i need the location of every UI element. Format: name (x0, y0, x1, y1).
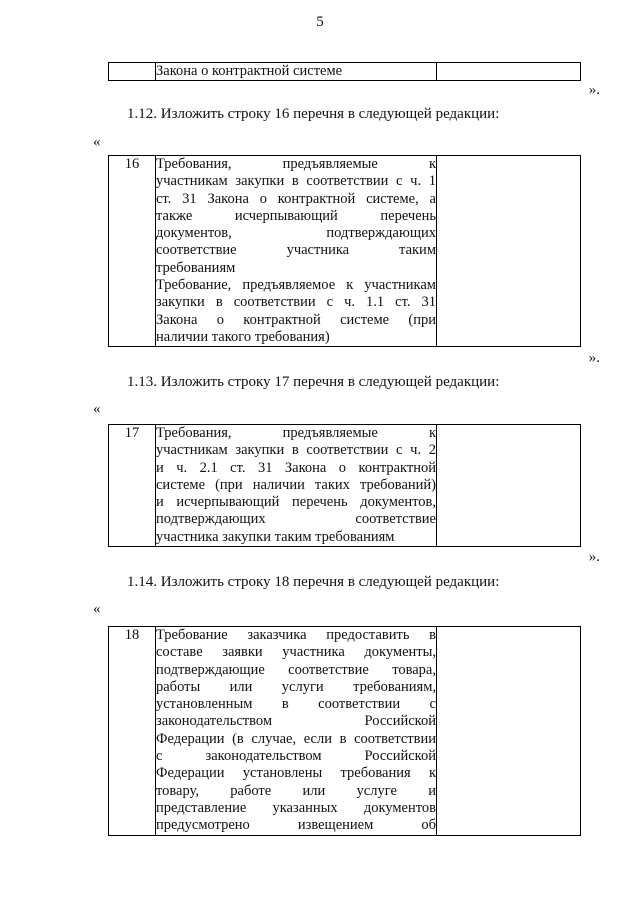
row-text-line: составе заявки участника документы, (156, 644, 436, 661)
row-text-line: участникам закупки в соответствии с ч. 1 (156, 173, 436, 190)
row-text-line: ст. 31 Закона о контрактной системе, а (156, 190, 436, 207)
table-row-continued (108, 62, 581, 81)
row-text-line: подтверждающих соответствие (156, 511, 436, 528)
row-text-line: подтверждающие соответствие товара, (156, 661, 436, 678)
row-text-line: с законодательством Российской (156, 748, 436, 765)
opening-quote: « (93, 401, 101, 417)
row-text-line: работы или услуги требованиям, (156, 678, 436, 695)
row-text-line: и ч. 2.1 ст. 31 Закона о контрактной (156, 459, 436, 476)
row-text-line: соответствие участника таким (156, 242, 436, 259)
row-number-cell (109, 63, 156, 81)
table-row-16 (108, 155, 581, 347)
row-text-cell (156, 425, 437, 547)
row-text-line: предусмотрено извещением об (156, 817, 436, 834)
row-text-line: Федерации установлены требования к (156, 765, 436, 782)
row-text-line: Требования, предъявляемые к (156, 156, 436, 172)
row-text-line: системе (при наличии таких требований) (156, 476, 436, 493)
row-text-line: Закона о контрактной системе (при (156, 311, 436, 328)
opening-quote: « (93, 601, 101, 617)
row-text-line: Требования, предъявляемые к (156, 425, 436, 441)
row-text-line: участника закупки таким требованиям (156, 528, 395, 545)
row-text-line: требованиям (156, 259, 236, 276)
row-empty-cell (437, 156, 581, 347)
row-text-line: наличии такого требования) (156, 328, 330, 345)
row-text-line: Требование заказчика предоставить в (156, 627, 436, 643)
table-row-18 (108, 626, 581, 836)
row-text-line: установленным в соответствии с (156, 696, 436, 713)
instruction-1-14: 1.14. Изложить строку 18 перечня в следующей редакции: (127, 574, 500, 590)
row-empty-cell (437, 627, 581, 836)
row-text-cell (156, 63, 437, 81)
row-empty-cell (437, 63, 581, 81)
row-number-cell: 17 (109, 425, 156, 547)
instruction-1-13: 1.13. Изложить строку 17 перечня в следующей редакции: (127, 374, 500, 390)
row-text-line: документов, подтверждающих (156, 225, 436, 242)
row-text-line: закупки в соответствии с ч. 1.1 ст. 31 (156, 294, 436, 311)
closing-quote: ». (588, 549, 600, 565)
instruction-1-12: 1.12. Изложить строку 16 перечня в следующей редакции: (127, 106, 500, 122)
row-text-line: законодательством Российской (156, 713, 436, 730)
row-number-cell: 16 (109, 156, 156, 347)
row-text-line: представление указанных документов (156, 799, 436, 816)
row-text-cell (156, 156, 437, 347)
closing-quote: ». (588, 350, 600, 366)
row-text-line: товару, работе или услуге и (156, 782, 436, 799)
closing-quote: ». (588, 82, 600, 98)
row-text-line: и исчерпывающий перечень документов, (156, 494, 436, 511)
row-text-cell (156, 627, 437, 836)
row-text-line: Закона о контрактной системе (156, 63, 343, 79)
row-text-line: Федерации (в случае, если в соответствии (156, 730, 436, 747)
row-text-line: также исчерпывающий перечень (156, 207, 436, 224)
table-row-17 (108, 424, 581, 547)
page-number: 5 (316, 14, 324, 30)
row-number-cell: 18 (109, 627, 156, 836)
row-text-line: участникам закупки в соответствии с ч. 2 (156, 442, 436, 459)
row-empty-cell (437, 425, 581, 547)
row-text-line: Требование, предъявляемое к участникам (156, 277, 436, 294)
opening-quote: « (93, 134, 101, 150)
